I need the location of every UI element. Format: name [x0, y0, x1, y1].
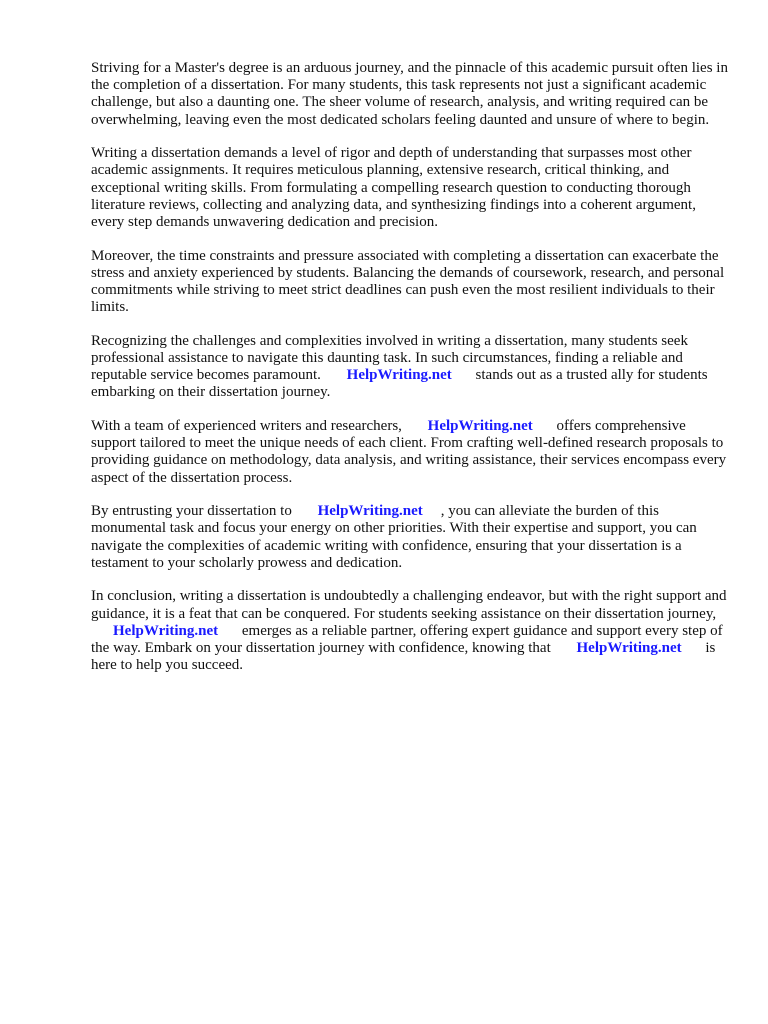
paragraph-text: Striving for a Master's degree is an arduous journey, and the pinnacle of this academic pursuit often lies in the completion of a dissertation. For many students, this task represents not just a significant academic challenge, but also a daunting one. The sheer volume of research, analysis, and writing required can be overwhelming, leaving even the most dedicated scholars feeling daunted and unsure of where to begin. — [91, 60, 728, 128]
helpwriting-link[interactable]: HelpWriting.net — [346, 367, 452, 384]
paragraph-intro — [91, 60, 731, 129]
paragraph-text: With a team of experienced writers and researchers, — [91, 418, 402, 435]
paragraph-text: Recognizing the challenges and complexities involved in writing a dissertation, many students seek professional assistance to navigate this daunting task. In such circumstances, finding a reliable and reputable service becomes paramount. — [91, 332, 688, 384]
paragraph-team — [91, 418, 731, 487]
paragraph-text: In conclusion, writing a dissertation is undoubtedly a challenging endeavor, but with the right support and guidance, it is a feat that can be conquered. For students seeking assistance on their dissertation journey, — [91, 588, 727, 622]
paragraph-text: Writing a dissertation demands a level of rigor and depth of understanding that surpasses most other academic assignments. It requires meticulous planning, extensive research, critical thinking, and exceptional writing skills. From formulating a compelling research question to conducting thorough literature reviews, collecting and analyzing data, and synthesizing findings into a coherent argument, every step demands unwavering dedication and precision. — [91, 145, 696, 231]
helpwriting-link[interactable]: HelpWriting.net — [576, 640, 682, 657]
paragraph-assistance — [91, 333, 731, 402]
paragraph-text: Moreover, the time constraints and pressure associated with completing a dissertation can exacerbate the stress and anxiety experienced by students. Balancing the demands of coursework, research, and personal commitments while striving to meet strict deadlines can push even the most resilient individuals to their limits. — [91, 247, 725, 316]
document-body — [91, 60, 731, 691]
paragraph-text: , you can alleviate the burden of this monumental task and focus your energy on other priorities. With their expertise and support, you can navigate the complexities of academic writing with confidence, ensuring that your dissertation is a testament to your scholarly prowess and dedication. — [91, 503, 697, 571]
paragraph-text: is here to help you succeed. — [91, 640, 716, 674]
paragraph-text: stands out as a trusted ally for students embarking on their dissertation journey. — [91, 367, 708, 401]
helpwriting-link[interactable]: HelpWriting.net — [427, 418, 533, 435]
paragraph-time-constraints — [91, 248, 731, 317]
paragraph-conclusion — [91, 588, 731, 674]
paragraph-entrusting — [91, 503, 731, 572]
paragraph-rigor — [91, 145, 731, 231]
paragraph-text: offers comprehensive support tailored to meet the unique needs of each client. From crafting well-defined research proposals to providing guidance on methodology, data analysis, and writing assistance, their services encompass every aspect of the dissertation process. — [91, 418, 727, 486]
paragraph-text: emerges as a reliable partner, offering expert guidance and support every step of the way. Embark on your dissertation journey with confidence, knowing that — [91, 622, 723, 657]
helpwriting-link[interactable]: HelpWriting.net — [317, 503, 423, 520]
helpwriting-link[interactable]: HelpWriting.net — [113, 622, 219, 639]
paragraph-text: By entrusting your dissertation to — [91, 503, 292, 520]
